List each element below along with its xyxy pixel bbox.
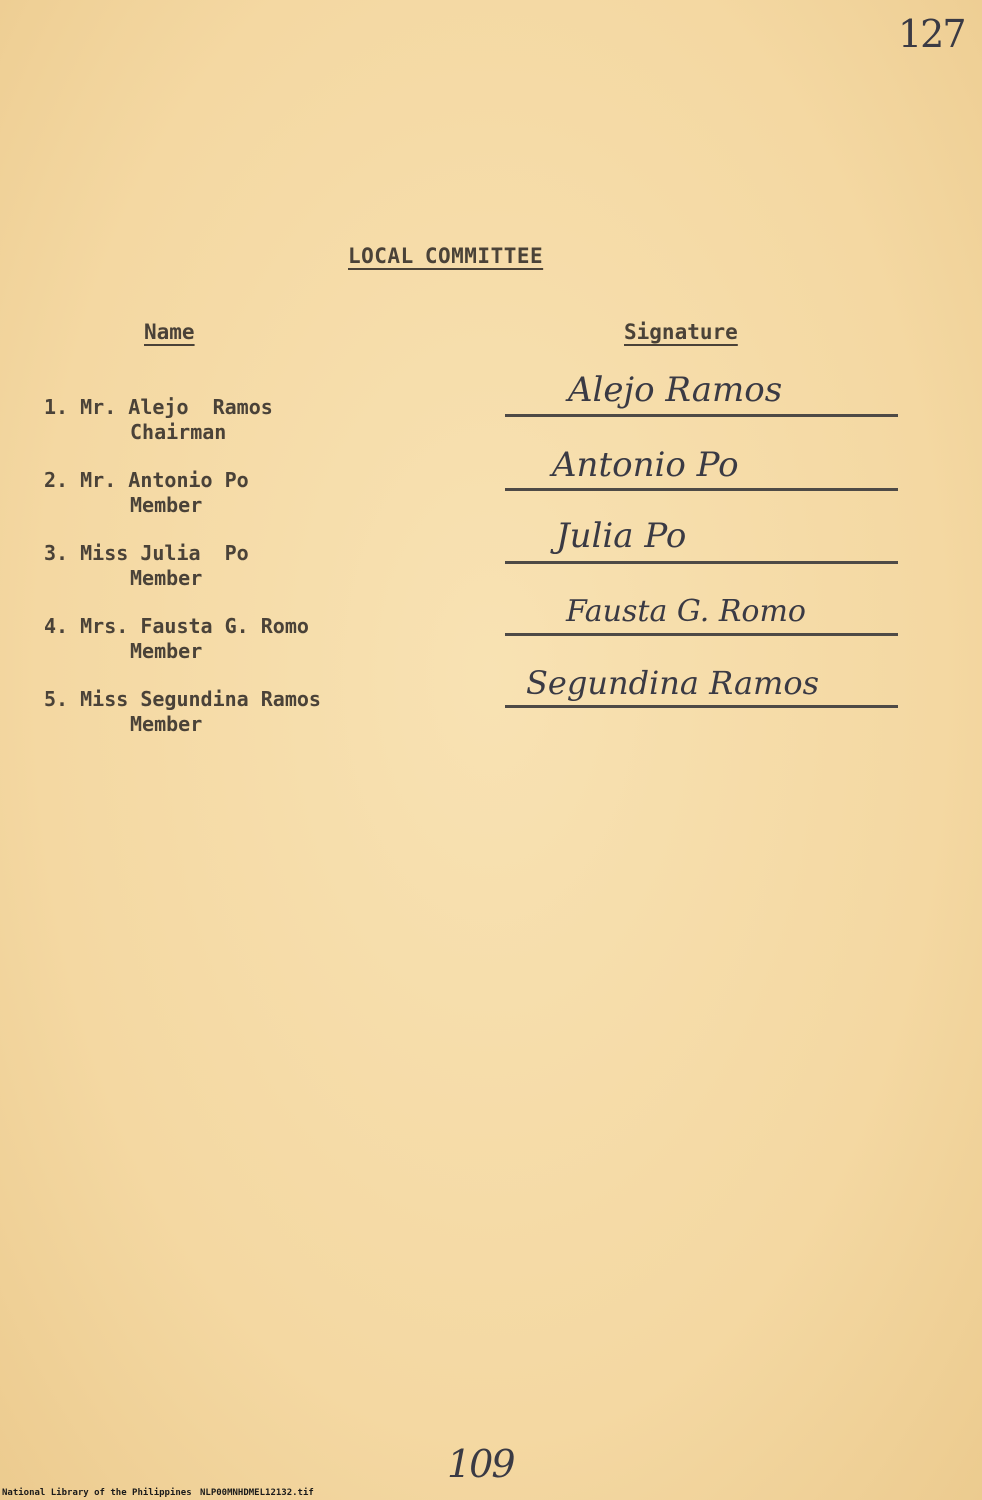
member-role: Member: [130, 639, 203, 663]
member-name: Mr. Alejo Ramos: [80, 395, 273, 419]
signature-line: [505, 488, 898, 491]
member-entry: [44, 395, 273, 445]
member-number: 2.: [44, 468, 69, 492]
member-name: Mr. Antonio Po: [80, 468, 249, 492]
signature-line: [505, 414, 898, 417]
member-number: 5.: [44, 687, 69, 711]
document-title: LOCAL COMMITTEE: [348, 244, 544, 268]
member-number: 4.: [44, 614, 69, 638]
member-entry: [44, 687, 321, 737]
member-name: Miss Segundina Ramos: [80, 687, 321, 711]
member-signature: Julia Po: [556, 516, 687, 556]
page-number-top: 127: [898, 12, 965, 56]
member-role: Member: [130, 566, 203, 590]
member-signature: Fausta G. Romo: [566, 594, 806, 629]
member-entry: [44, 541, 249, 591]
signature-line: [505, 633, 898, 636]
member-entry: [44, 468, 249, 518]
member-role: Member: [130, 712, 203, 736]
footer-filename: NLP00MNHDMEL12132.tif: [200, 1488, 314, 1498]
member-role: Member: [130, 493, 203, 517]
member-name: Mrs. Fausta G. Romo: [80, 614, 309, 638]
signature-line: [505, 561, 898, 564]
member-role: Chairman: [130, 420, 227, 444]
member-entry: [44, 614, 309, 664]
signature-column-header: Signature: [624, 320, 738, 344]
member-signature: Alejo Ramos: [568, 370, 783, 410]
signature-line: [505, 705, 898, 708]
member-name: Miss Julia Po: [80, 541, 249, 565]
member-number: 1.: [44, 395, 69, 419]
member-number: 3.: [44, 541, 69, 565]
page-number-bottom: 109: [447, 1442, 514, 1486]
member-signature: Antonio Po: [552, 445, 739, 485]
footer-library-credit: National Library of the Philippines: [2, 1488, 192, 1498]
member-signature: Segundina Ramos: [526, 664, 820, 702]
name-column-header: Name: [144, 320, 195, 344]
